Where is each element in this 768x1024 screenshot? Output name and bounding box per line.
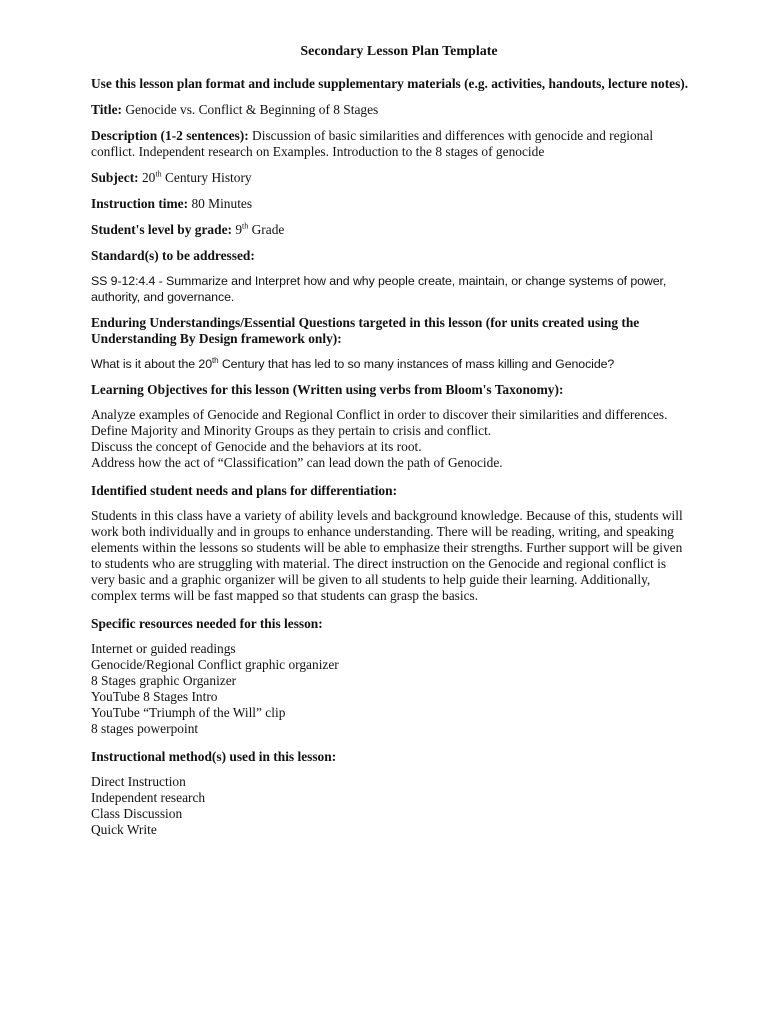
grade-level-label: Student's level by grade: [91, 222, 232, 237]
needs-heading: Identified student needs and plans for differentiation: [91, 483, 398, 498]
method-item: Class Discussion [91, 806, 183, 821]
lesson-plan-document [91, 44, 691, 838]
standards-heading: Standard(s) to be addressed: [91, 248, 255, 263]
document-title: Secondary Lesson Plan Template [300, 44, 498, 59]
objective-item: Define Majority and Minority Groups as they pertain to crisis and conflict. [91, 423, 492, 438]
objective-item: Address how the act of “Classification” can lead down the path of Genocide. [91, 455, 503, 470]
enduring-question [91, 356, 691, 372]
subject-sup: th [155, 169, 162, 179]
resource-item: Genocide/Regional Conflict graphic organizer [91, 657, 339, 672]
grade-level-sup: th [242, 221, 249, 231]
grade-level-num: 9 [235, 222, 243, 237]
title-field [91, 102, 691, 118]
methods-list [91, 774, 691, 838]
intro-instruction: Use this lesson plan format and include supplementary materials (e.g. activities, handouts, lecture notes). [91, 76, 689, 91]
instruction-time-value: 80 Minutes [191, 196, 253, 211]
needs-text: Students in this class have a variety of ability levels and background knowledge. Because of this, students will work both individually and in groups to enhance understanding. There will be reading, writing, and speaking elements within the lessons so students will be able to emphasize their strengths. Further support will be given to students who are struggling with material. The direct instruction on the Genocide and regional conflict is very basic and a graphic organizer will be given to all students to help guide their learning. Additionally, complex terms will be fast mapped so that students can grasp the basics. [91, 508, 683, 603]
resource-item: 8 stages powerpoint [91, 721, 199, 736]
objective-item: Analyze examples of Genocide and Regional Conflict in order to discover their similarities and differences. [91, 407, 668, 422]
standards-text: SS 9-12:4.4 - Summarize and Interpret how and why people create, maintain, or change systems of power, authority, and governance. [91, 274, 667, 304]
resource-item: Internet or guided readings [91, 641, 236, 656]
objectives-list [91, 407, 691, 471]
instruction-time-field [91, 196, 691, 212]
subject-label: Subject: [91, 170, 139, 185]
resource-item: 8 Stages graphic Organizer [91, 673, 237, 688]
subject-rest: Century History [164, 170, 252, 185]
enduring-heading: Enduring Understandings/Essential Questions targeted in this lesson (for units created using the Understanding By Design framework only): [91, 315, 640, 346]
description-label: Description (1-2 sentences): [91, 128, 249, 143]
grade-level-rest: Grade [251, 222, 285, 237]
instruction-time-label: Instruction time: [91, 196, 189, 211]
title-label: Title: [91, 102, 122, 117]
method-item: Independent research [91, 790, 206, 805]
enduring-pre: What is it about the 20 [91, 357, 212, 371]
enduring-post: Century that has led to so many instances of mass killing and Genocide? [221, 357, 615, 371]
description-value: Discussion of basic similarities and differences with genocide and regional conflict. Independent research on Examples. Introduction to the 8 stages of genocide [91, 128, 654, 159]
enduring-sup: th [212, 355, 219, 365]
subject-field [91, 170, 691, 186]
resource-item: YouTube “Triumph of the Will” clip [91, 705, 286, 720]
objective-item: Discuss the concept of Genocide and the behaviors at its root. [91, 439, 422, 454]
methods-heading: Instructional method(s) used in this lesson: [91, 749, 337, 764]
resources-heading: Specific resources needed for this lesson: [91, 616, 323, 631]
method-item: Quick Write [91, 822, 157, 837]
method-item: Direct Instruction [91, 774, 186, 789]
description-field [91, 128, 691, 160]
title-value: Genocide vs. Conflict & Beginning of 8 Stages [125, 102, 379, 117]
grade-level-field [91, 222, 691, 238]
resource-item: YouTube 8 Stages Intro [91, 689, 218, 704]
objectives-heading: Learning Objectives for this lesson (Written using verbs from Bloom's Taxonomy): [91, 382, 564, 397]
resources-list [91, 641, 691, 737]
subject-num: 20 [141, 170, 156, 185]
